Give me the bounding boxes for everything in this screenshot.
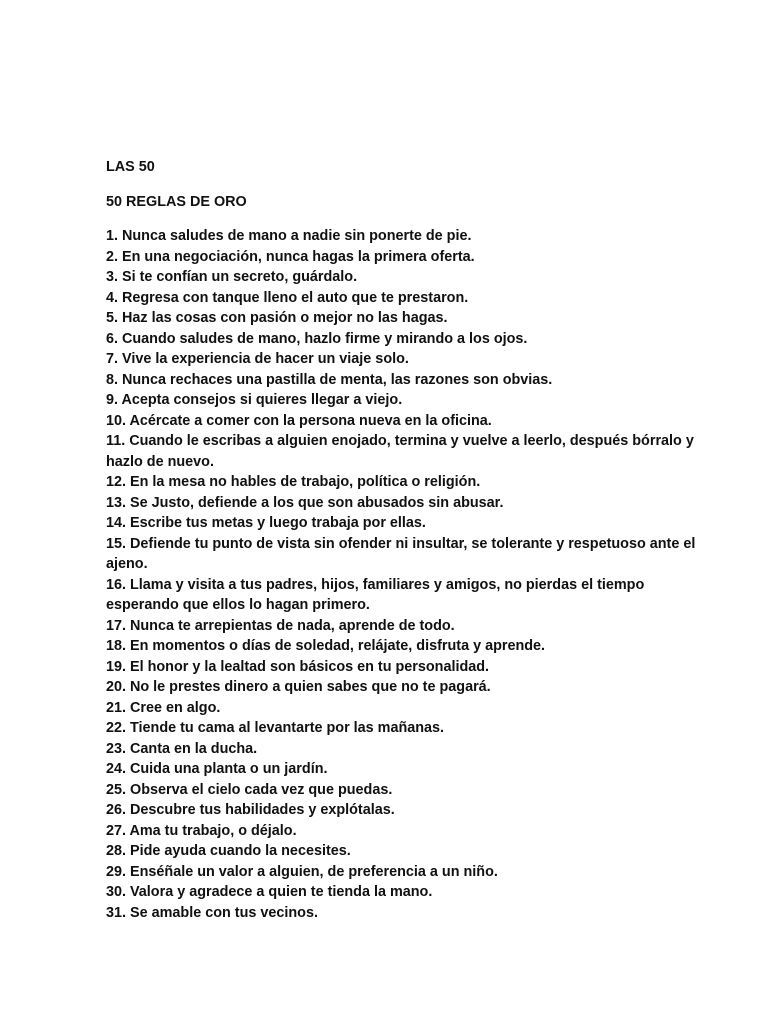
rule-item: 17. Nunca te arrepientas de nada, aprende de todo. — [106, 617, 455, 634]
rule-item: 10. Acércate a comer con la persona nueva en la oficina. — [106, 412, 492, 429]
rule-item: 9. Acepta consejos si quieres llegar a viejo. — [106, 392, 403, 408]
rule-item: 5. Haz las cosas con pasión o mejor no las hagas. — [106, 310, 448, 326]
document-subtitle: 50 REGLAS DE ORO — [106, 193, 247, 210]
rule-item: 8. Nunca rechaces una pastilla de menta, las razones son obvias. — [106, 371, 553, 388]
rule-item: 7. Vive la experiencia de hacer un viaje solo. — [106, 351, 409, 367]
rule-item: 13. Se Justo, defiende a los que son abusados sin abusar. — [106, 494, 504, 511]
rule-item: 19. El honor y la lealtad son básicos en tu personalidad. — [106, 658, 490, 675]
rule-item: 27. Ama tu trabajo, o déjalo. — [106, 822, 297, 839]
rule-item: 18. En momentos o días de soledad, relájate, disfruta y aprende. — [106, 638, 546, 654]
rule-item: 4. Regresa con tanque lleno el auto que te prestaron. — [106, 289, 469, 306]
rule-item: 12. En la mesa no hables de trabajo, política o religión. — [106, 474, 481, 490]
rule-item: 23. Canta en la ducha. — [106, 740, 258, 757]
rule-item: 29. Enséñale un valor a alguien, de preferencia a un niño. — [106, 863, 498, 880]
document-title: LAS 50 — [106, 159, 155, 175]
rule-item: 1. Nunca saludes de mano a nadie sin ponerte de pie. — [106, 228, 472, 244]
rule-item: 24. Cuida una planta o un jardín. — [106, 761, 328, 777]
rule-item: 25. Observa el cielo cada vez que puedas. — [106, 781, 393, 798]
document-body — [106, 157, 706, 923]
rule-item: 11. Cuando le escribas a alguien enojado, termina y vuelve a leerlo, después bórralo y hazlo de nuevo. — [106, 433, 694, 470]
rule-item: 15. Defiende tu punto de vista sin ofender ni insultar, se tolerante y respetuoso ante el ajeno. — [106, 535, 696, 572]
rule-item: 30. Valora y agradece a quien te tienda la mano. — [106, 884, 433, 900]
rules-list — [106, 226, 706, 923]
rule-item: 16. Llama y visita a tus padres, hijos, familiares y amigos, no pierdas el tiempo esperando que ellos lo hagan primero. — [106, 576, 645, 613]
rule-item: 21. Cree en algo. — [106, 699, 221, 716]
rule-item: 26. Descubre tus habilidades y explótalas. — [106, 802, 395, 818]
rule-item: 28. Pide ayuda cuando la necesites. — [106, 843, 351, 859]
rule-item: 6. Cuando saludes de mano, hazlo firme y mirando a los ojos. — [106, 330, 528, 347]
rule-item: 20. No le prestes dinero a quien sabes que no te pagará. — [106, 679, 491, 695]
rule-item: 14. Escribe tus metas y luego trabaja por ellas. — [106, 515, 426, 531]
rule-item: 31. Se amable con tus vecinos. — [106, 904, 318, 921]
rule-item: 2. En una negociación, nunca hagas la primera oferta. — [106, 248, 475, 265]
rule-item: 22. Tiende tu cama al levantarte por las mañanas. — [106, 720, 445, 736]
rule-item: 3. Si te confían un secreto, guárdalo. — [106, 269, 358, 285]
